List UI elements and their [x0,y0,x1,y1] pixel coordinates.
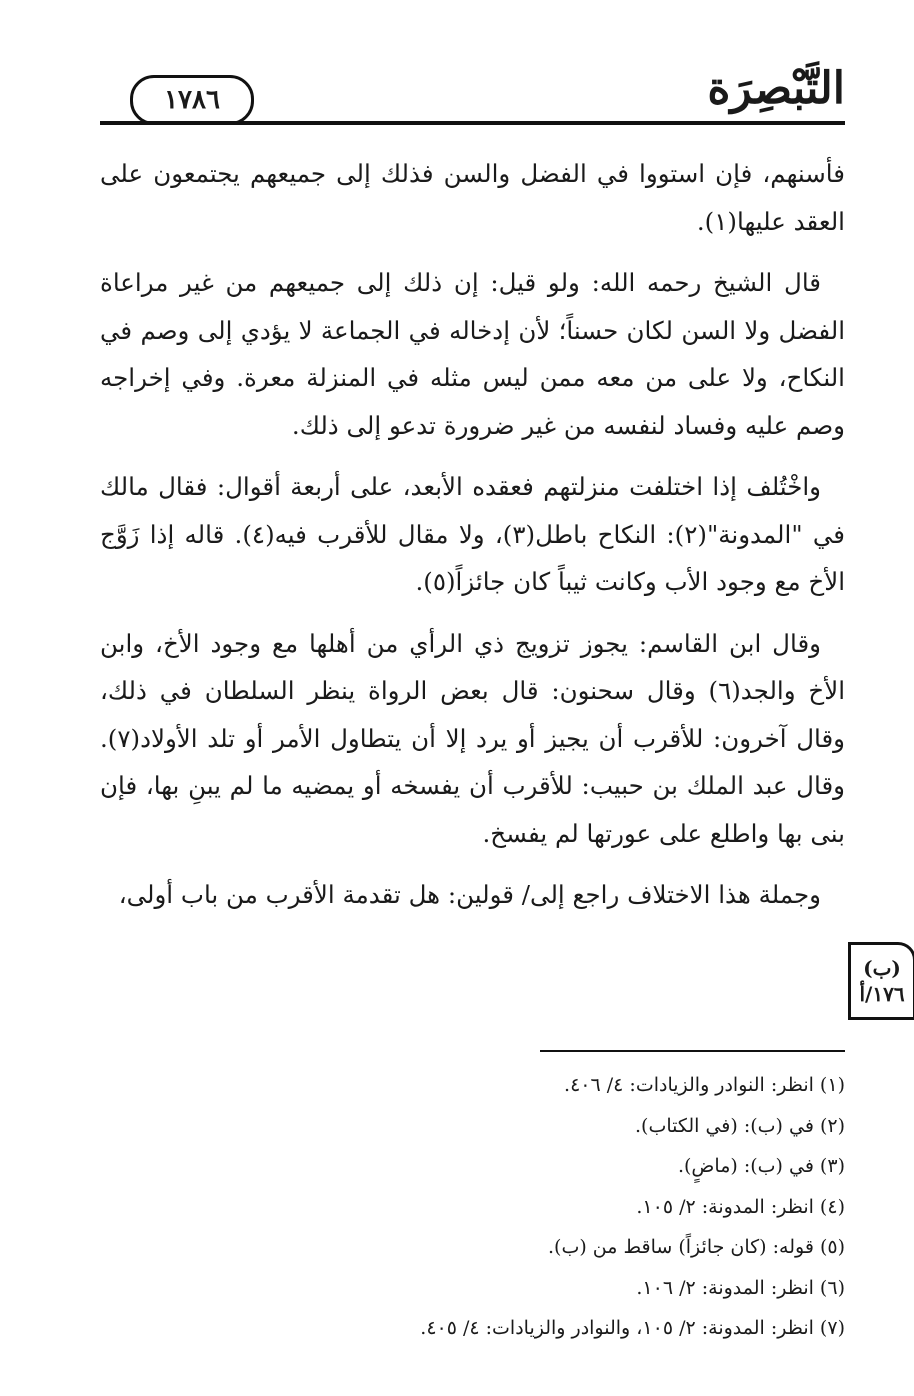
header-rule [100,121,845,125]
paragraph: وجملة هذا الاختلاف راجع إلى/ قولين: هل تقدمة الأقرب من باب أولى، [118,880,821,909]
page-header [100,55,845,130]
page-number: ١٧٨٦ [130,75,254,125]
margin-note-line: (ب) [863,956,901,980]
paragraph: قال الشيخ رحمه الله: ولو قيل: إن ذلك إلى جميعهم من غير مراعاة الفضل ولا السن لكان حسناً؛ لأن إدخاله في الجماعة لا يؤدي إلى وصم في النكاح، ولا على من معه ممن ليس مثله في المنزلة معرة. وفي إخراجه وصم عليه وفساد لنفسه من غير ضرورة تدعو إلى ذلك. [100,268,845,440]
footnote-divider [540,1050,845,1052]
paragraph: واخْتُلف إذا اختلفت منزلتهم فعقده الأبعد، على أربعة أقوال: فقال مالك في "المدونة"(٢): النكاح باطل(٣)، ولا مقال للأقرب فيه(٤). قاله إذا زَوَّج الأخ مع وجود الأب وكانت ثيباً كان جائزاً(٥). [100,472,845,596]
paragraph: وقال ابن القاسم: يجوز تزويج ذي الرأي من أهلها مع وجود الأخ، وابن الأخ والجد(٦) وقال سحنون: قال بعض الرواة ينظر السلطان في ذلك، وقال آخرون: للأقرب أن يجيز أو يرد إلا أن يتطاول الأمر أو تلد الأولاد(٧). وقال عبد الملك بن حبيب: للأقرب أن يفسخه أو يمضيه ما لم يبنِ بها، فإن بنى بها واطلع على عورتها لم يفسخ. [100,628,845,848]
footnote: (٥) قوله: (كان جائزاً) ساقط من (ب). [548,1236,845,1258]
footnote: (٦) انظر: المدونة: ٢/ ١٠٦. [636,1276,845,1299]
book-title: التَّبْصِرَة [707,63,845,114]
footnote: (٤) انظر: المدونة: ٢/ ١٠٥. [636,1195,845,1218]
manuscript-folio-note [848,942,914,1020]
margin-note-line: ١٧٦/أ [859,982,905,1006]
paragraph: فأسنهم، فإن استووا في الفضل والسن فذلك إلى جميعهم يجتمعون على العقد عليها(١). [100,159,845,236]
footnote: (١) انظر: النوادر والزيادات: ٤/ ٤٠٦. [564,1074,845,1096]
footnotes [100,1068,845,1352]
footnote: (٧) انظر: المدونة: ٢/ ١٠٥، والنوادر والزيادات: ٤/ ٤٠٥. [420,1317,845,1339]
footnote: (٣) في (ب): (ماضٍ). [677,1155,845,1177]
main-text [100,150,845,933]
footnote: (٢) في (ب): (في الكتاب). [635,1114,845,1137]
